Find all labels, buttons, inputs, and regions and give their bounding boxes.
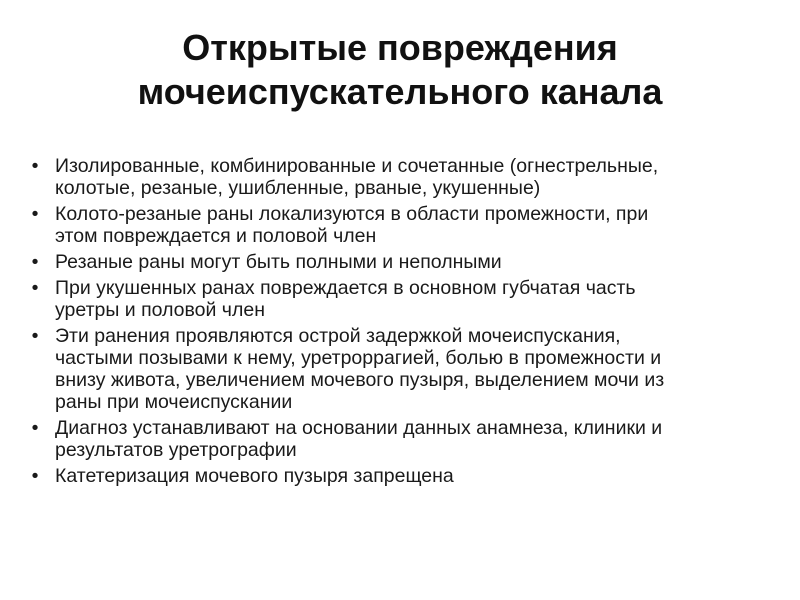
- slide-title: [40, 26, 760, 114]
- bullet-icon: •: [31, 155, 39, 177]
- bullet-item: [26, 325, 766, 413]
- bullet-item: [26, 465, 766, 487]
- bullet-item: [26, 251, 766, 273]
- bullet-item: [26, 277, 766, 321]
- bullet-text-line: Диагноз устанавливают на основании данных анамнеза, клиники и: [55, 417, 663, 439]
- bullet-item: [26, 417, 766, 461]
- bullet-list: [26, 155, 766, 491]
- bullet-text-line: частыми позывами к нему, уретроррагией, болью в промежности и: [55, 347, 662, 369]
- bullet-item: [26, 155, 766, 199]
- bullet-text-line: колотые, резаные, ушибленные, рваные, укушенные): [55, 177, 541, 199]
- bullet-icon: •: [31, 325, 39, 347]
- bullet-text-line: внизу живота, увеличением мочевого пузыря, выделением мочи из: [55, 369, 665, 391]
- bullet-icon: •: [31, 277, 39, 299]
- bullet-icon: •: [31, 417, 39, 439]
- bullet-text-line: При укушенных ранах повреждается в основном губчатая часть: [55, 277, 636, 299]
- bullet-text-line: Катетеризация мочевого пузыря запрещена: [55, 465, 454, 487]
- bullet-icon: •: [31, 203, 39, 225]
- bullet-text-line: уретры и половой член: [55, 299, 265, 321]
- slide-title-line: мочеиспускательного канала: [137, 71, 663, 112]
- bullet-text-line: Эти ранения проявляются острой задержкой мочеиспускания,: [55, 325, 621, 347]
- bullet-icon: •: [31, 465, 39, 487]
- bullet-item: [26, 203, 766, 247]
- bullet-text-line: этом повреждается и половой член: [55, 225, 377, 247]
- bullet-text-line: Колото-резаные раны локализуются в области промежности, при: [55, 203, 649, 225]
- bullet-text-line: раны при мочеиспускании: [55, 391, 293, 413]
- slide-title-line: Открытые повреждения: [182, 27, 618, 68]
- bullet-text-line: Резаные раны могут быть полными и неполными: [55, 251, 502, 273]
- bullet-text-line: Изолированные, комбинированные и сочетанные (огнестрельные,: [55, 155, 659, 177]
- bullet-icon: •: [31, 251, 39, 273]
- bullet-text-line: результатов уретрографии: [55, 439, 297, 461]
